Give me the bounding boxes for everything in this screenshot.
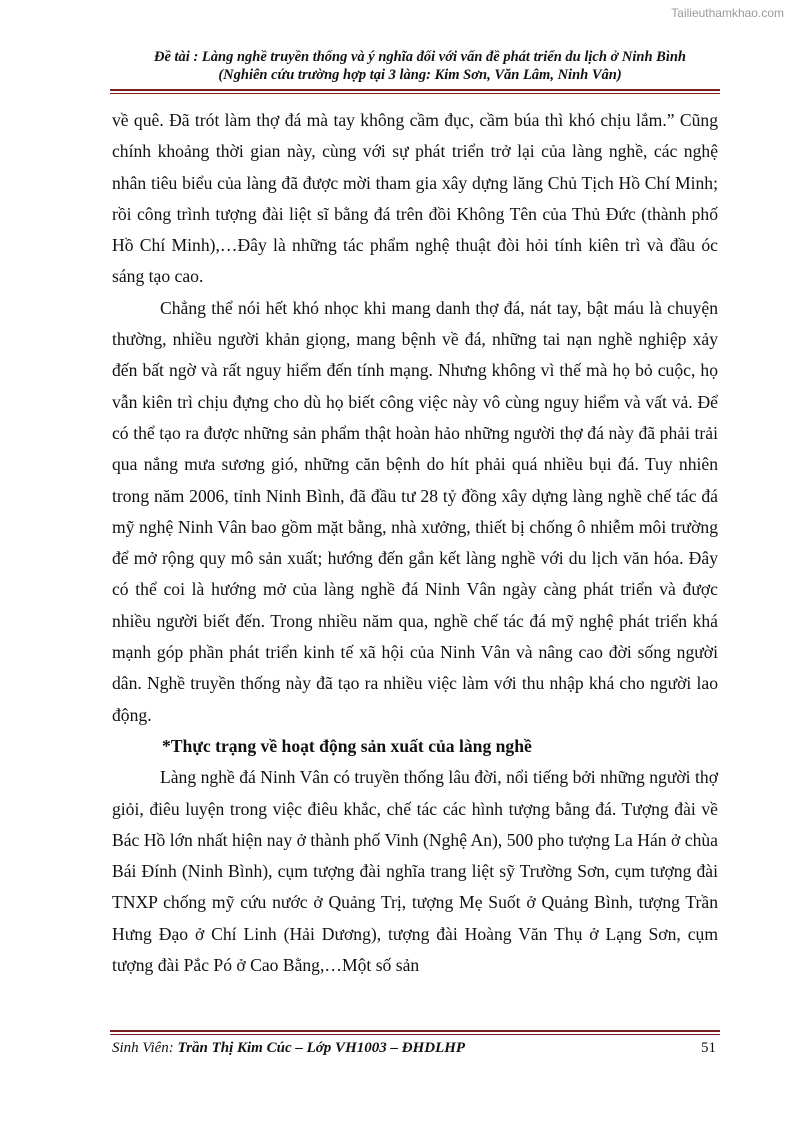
paragraph-continued: về quê. Đã trót làm thợ đá mà tay không cầm đục, cầm búa thì khó chịu lắm.” Cũng chính khoảng thời gian này, cùng với sự phát triển trở lại của làng nghề, các nghệ nhân tiêu biểu của làng đã được mời tham gia xây dựng lăng Chủ Tịch Hồ Chí Minh; rồi công trình tượng đài liệt sĩ bằng đá trên đồi Không Tên của Thủ Đức (thành phố Hồ Chí Minh),…Đây là những tác phẩm nghệ thuật đòi hỏi tính kiên trì và đầu óc sáng tạo cao. [112, 110, 718, 287]
header-subtitle-line: (Nghiên cứu trường hợp tại 3 làng: Kim Sơn, Văn Lâm, Ninh Vân) [218, 67, 622, 83]
document-header [110, 48, 730, 84]
section-heading: *Thực trạng về hoạt động sản xuất của làng nghề [162, 735, 532, 756]
paragraph-hardship: Chẳng thể nói hết khó nhọc khi mang danh thợ đá, nát tay, bật máu là chuyện thường, nhiều người khản giọng, mang bệnh về đá, những tai nạn nghề nghiệp xảy đến bất ngờ và rất nguy hiểm đến tính mạng. Nhưng không vì thế mà họ bỏ cuộc, họ vẫn kiên trì chịu đựng cho dù họ biết công việc này vô cùng nguy hiểm và vất vả. Để có thể tạo ra được những sản phẩm thật hoàn hảo những người thợ đá này đã phải trải qua nắng mưa sương gió, những căn bệnh do hít phải quá nhiều bụi đá. Tuy nhiên trong năm 2006, tỉnh Ninh Bình, đã đầu tư 28 tỷ đồng xây dựng làng nghề chế tác đá mỹ nghệ Ninh Vân bao gồm mặt bằng, nhà xưởng, thiết bị chống ô nhiễm môi trường để mở rộng quy mô sản xuất; hướng đến gắn kết làng nghề với du lịch văn hóa. Đây có thể coi là hướng mở của làng nghề đá Ninh Vân ngày càng phát triển và được nhiều người biết đến. Trong nhiều năm qua, nghề chế tác đá mỹ nghệ phát triển khá mạnh góp phần phát triển kinh tế xã hội của Ninh Vân và nâng cao đời sống người dân. Nghề truyền thống này đã tạo ra nhiều việc làm với thu nhập khá cho người lao động. [112, 297, 718, 725]
header-divider [110, 89, 720, 94]
footer-divider [110, 1030, 720, 1035]
paragraph-production: Làng nghề đá Ninh Vân có truyền thống lâu đời, nổi tiếng bởi những người thợ giỏi, điêu luyện trong việc điêu khắc, chế tác các hình tượng bằng đá. Tượng đài về Bác Hồ lớn nhất hiện nay ở thành phố Vinh (Nghệ An), 500 pho tượng La Hán ở chùa Bái Đính (Ninh Bình), cụm tượng đài nghĩa trang liệt sỹ Trường Sơn, cụm tượng đài TNXP chống mỹ cứu nước ở Quảng Trị, tượng Mẹ Suốt ở Quảng Bình, tượng Trần Hưng Đạo ở Chí Linh (Hải Dương), tượng đài Hoàng Văn Thụ ở Lạng Sơn, cụm tượng đài Pắc Pó ở Cao Bằng,…Một số sản [112, 767, 718, 976]
header-topic-line: Đề tài : Làng nghề truyền thống và ý nghĩa đối với vấn đề phát triển du lịch ở Ninh Bình [154, 49, 686, 65]
student-label: Sinh Viên: [112, 1040, 174, 1056]
watermark: Tailieuthamkhao.com [671, 6, 784, 20]
page-number: 51 [701, 1040, 716, 1056]
document-footer [112, 1040, 720, 1057]
student-info: Trần Thị Kim Cúc – Lớp VH1003 – ĐHDLHP [177, 1040, 466, 1056]
page-body [112, 105, 718, 981]
